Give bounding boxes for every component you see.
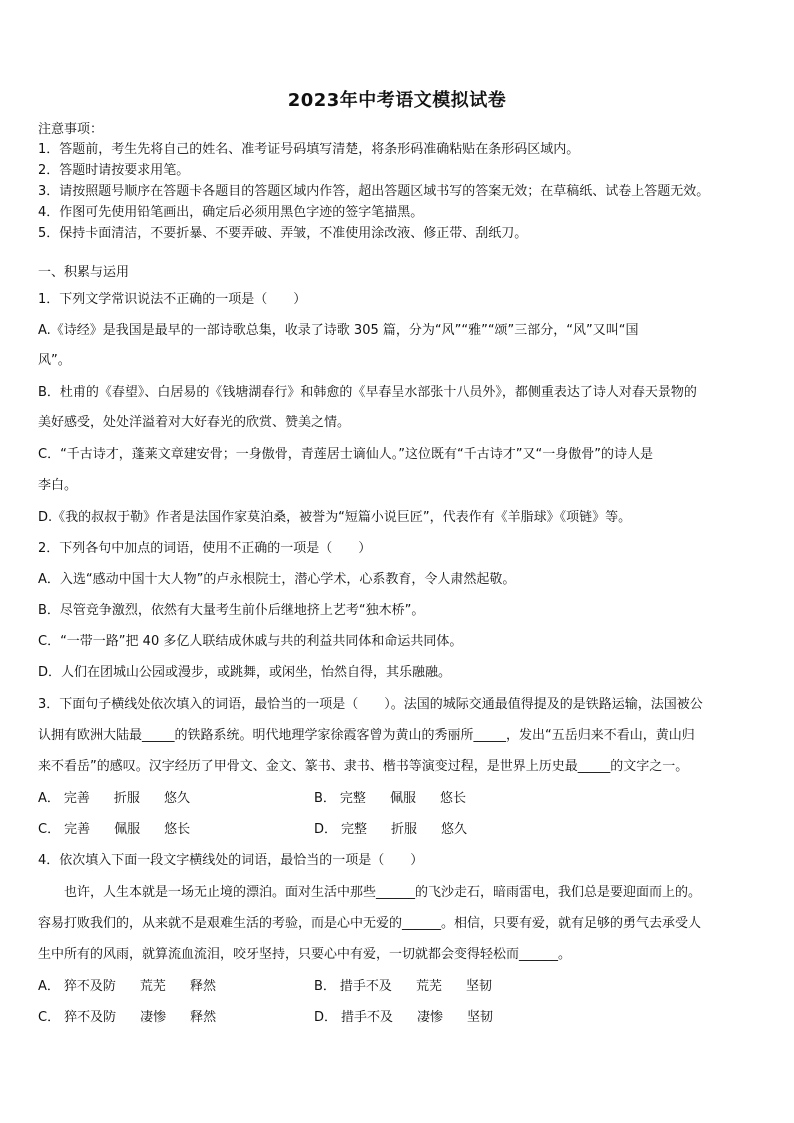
question-text-line: 也许，人生本就是一场无止境的漂泊。面对生活中那些______的飞沙走石，暗雨雷电，我们总是要迎面而上的。 [64, 885, 702, 900]
question-stem: 4．依次填入下面一段文字横线处的词语，最恰当的一项是（ ） [38, 853, 424, 868]
option-label: A． [38, 791, 60, 806]
question-option-line: 风”。 [38, 353, 71, 368]
option-word: 完善 [63, 791, 90, 806]
option-label: D． [314, 1010, 338, 1025]
question-stem: 2．下列各句中加点的词语，使用不正确的一项是（ ） [38, 541, 372, 556]
option-word: 完善 [64, 822, 91, 837]
notice-item: 4．作图可先使用铅笔画出，确定后必须用黑色字迹的签字笔描黑。 [38, 205, 424, 220]
question-text-line: 来不看岳”的感叹。汉字经历了甲骨文、金文、篆书、隶书、楷书等演变过程，是世界上历史最_____的文字之一。 [38, 759, 689, 774]
answer-option-a [38, 789, 214, 809]
option-word: 悠久 [441, 822, 468, 837]
question-stem: 1．下列文学常识说法不正确的一项是（ ） [38, 292, 307, 307]
option-label: C． [38, 822, 61, 837]
option-word: 措手不及 [341, 1010, 394, 1025]
option-word: 佩服 [114, 822, 141, 837]
option-word: 荒芜 [415, 979, 442, 994]
question-option-line: C．“千古诗才，蓬莱文章建安骨；一身傲骨，青莲居士谪仙人。”这位既有“千古诗才”又“一身傲骨”的诗人是 [38, 447, 653, 462]
answer-option-c [38, 820, 214, 840]
question-text-line: 认拥有欧洲大陆最_____的铁路系统。明代地理学家徐霞客曾为黄山的秀丽所_____，发出“五岳归来不看山，黄山归 [38, 728, 695, 743]
option-word: 凄惨 [417, 1010, 444, 1025]
question-option-line: A．入选“感动中国十大人物”的卢永根院士，潜心学术，心系教育，令人肃然起敬。 [38, 572, 516, 587]
answer-option-d [314, 820, 491, 840]
question-text-line: 生中所有的风雨，就算流血流泪，咬牙坚持，只要心中有爱，一切就都会变得轻松而______。 [38, 947, 572, 962]
option-label: B． [314, 791, 336, 806]
answer-option-b [314, 789, 490, 809]
option-word: 坚韧 [465, 979, 492, 994]
option-word: 悠长 [439, 791, 466, 806]
option-word: 荒芜 [139, 979, 166, 994]
option-word: 完整 [339, 791, 366, 806]
question-option-line: C．“一带一路”把 40 多亿人联结成休戚与共的利益共同体和命运共同体。 [38, 634, 463, 649]
option-word: 悠久 [163, 791, 190, 806]
option-word: 释然 [190, 1010, 217, 1025]
option-label: C． [38, 1010, 61, 1025]
option-word: 释然 [189, 979, 216, 994]
option-word: 措手不及 [339, 979, 392, 994]
question-stem: 3．下面句子横线处依次填入的词语，最恰当的一项是（ ）。法国的城际交通最值得提及的是铁路运输，法国被公 [38, 697, 703, 712]
notice-item: 1．答题前，考生先将自己的姓名、准考证号码填写清楚，将条形码准确粘贴在条形码区域内。 [38, 142, 580, 157]
question-option-line: A.《诗经》是我国是最早的一部诗歌总集，收录了诗歌 305 篇，分为“风”“雅”“颂”三部分，“风”又叫“国 [38, 323, 639, 338]
question-option-line: D．人们在团城山公园或漫步，或跳舞，或闲坐，怡然自得，其乐融融。 [38, 665, 452, 680]
question-option-line: B．杜甫的《春望》、白居易的《钱塘湖春行》和韩愈的《早春呈水部张十八员外》，都侧重表达了诗人对春天景物的 [38, 385, 697, 400]
option-word: 佩服 [389, 791, 416, 806]
answer-option-c [38, 1008, 240, 1028]
question-option-line: 李白。 [38, 478, 78, 493]
option-word: 凄惨 [140, 1010, 167, 1025]
option-word: 猝不及防 [64, 1010, 117, 1025]
option-word: 折服 [113, 791, 140, 806]
option-word: 悠长 [164, 822, 191, 837]
option-word: 猝不及防 [63, 979, 116, 994]
notice-item: 3．请按照题号顺序在答题卡各题目的答题区域内作答，超出答题区域书写的答案无效；在草稿纸、试卷上答题无效。 [38, 184, 710, 199]
option-word: 坚韧 [467, 1010, 494, 1025]
question-text-line: 容易打败我们的，从来就不是艰难生活的考验，而是心中无爱的______。相信，只要有爱，就有足够的勇气去承受人 [38, 916, 702, 931]
question-option-line: D.《我的叔叔于勒》作者是法国作家莫泊桑，被誉为“短篇小说巨匠”，代表作有《羊脂球》《项链》等。 [38, 510, 632, 525]
answer-option-d [314, 1008, 517, 1028]
question-option-line: 美好感受，处处洋溢着对大好春光的欣赏、赞美之情。 [38, 415, 351, 430]
notice-heading: 注意事项： [38, 122, 104, 137]
notice-item: 5．保持卡面清洁，不要折暴、不要弄破、弄皱，不准使用涂改液、修正带、刮纸刀。 [38, 226, 528, 241]
option-word: 完整 [341, 822, 368, 837]
answer-option-b [314, 977, 516, 997]
option-label: D． [314, 822, 338, 837]
option-label: A． [38, 979, 60, 994]
answer-option-a [38, 977, 240, 997]
option-word: 折服 [391, 822, 418, 837]
section-heading: 一、积累与运用 [38, 265, 130, 280]
page-title: 2023年中考语文模拟试卷 [287, 90, 507, 111]
notice-item: 2．答题时请按要求用笔。 [38, 163, 190, 178]
option-label: B． [314, 979, 336, 994]
question-option-line: B．尽管竞争激烈，依然有大量考生前仆后继地挤上艺考“独木桥”。 [38, 603, 425, 618]
